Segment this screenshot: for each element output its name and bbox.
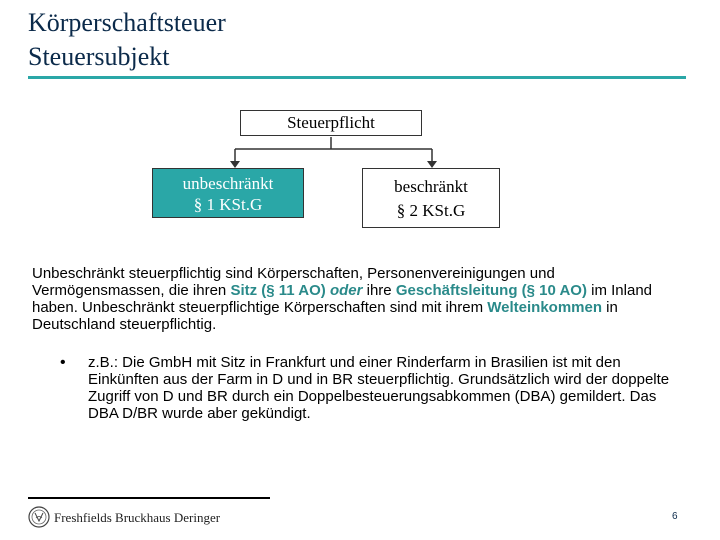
slide-title-line-2: Steuersubjekt (28, 42, 170, 71)
diagram-right-line-1: beschränkt (394, 177, 468, 196)
title-divider (28, 76, 686, 79)
connector-left-arrow (230, 161, 240, 168)
diagram-root-label: Steuerpflicht (287, 113, 375, 132)
diagram-left-line-1: unbeschränkt (182, 174, 274, 193)
firm-seal-icon (28, 506, 50, 528)
diagram-root-box (240, 110, 422, 136)
connector-right-arrow (427, 161, 437, 168)
para-text-2: ihre (362, 282, 396, 299)
bullet-text: z.B.: Die GmbH mit Sitz in Frankfurt und einer Rinderfarm in Brasilien ist mit den Einkünften aus der Farm in D und in BR steuerpflichtig. Grundsätzlich wird der doppelte Zugriff von D und BR durch ein Doppelbesteuerungsabkommen (DBA) gemildert. Das DBA D/BR wurde aber gekündigt. (88, 354, 670, 422)
para-highlight-welteinkommen: Welteinkommen (487, 299, 602, 316)
para-text-3: im Inland haben. Unbeschränkt steuerpflichtige Körperschaften sind mit ihrem (32, 282, 653, 316)
diagram-right-box (362, 168, 500, 228)
para-oder: oder (329, 282, 363, 299)
footer-divider (28, 497, 270, 499)
body-paragraph (32, 265, 672, 333)
page-number: 6 (672, 511, 678, 522)
bullet-dot-icon: • (60, 354, 66, 371)
para-text-1: Unbeschränkt steuerpflichtig sind Körperschaften, Personenvereinigungen und Vermögensmassen, die ihren (32, 265, 555, 299)
diagram-right-line-2: § 2 KSt.G (396, 201, 466, 220)
para-highlight-geschaeftsleitung: Geschäftsleitung (§ 10 AO) (395, 282, 587, 299)
para-text-4: in Deutschland steuerpflichtig. (32, 299, 618, 333)
diagram-left-line-2: § 1 KSt.G (193, 195, 263, 214)
slide-title-line-1: Körperschaftsteuer (28, 8, 226, 37)
diagram-left-box (152, 168, 304, 218)
para-highlight-sitz: Sitz (§ 11 AO) (230, 282, 326, 299)
firm-name: Freshfields Bruckhaus Deringer (54, 510, 221, 525)
